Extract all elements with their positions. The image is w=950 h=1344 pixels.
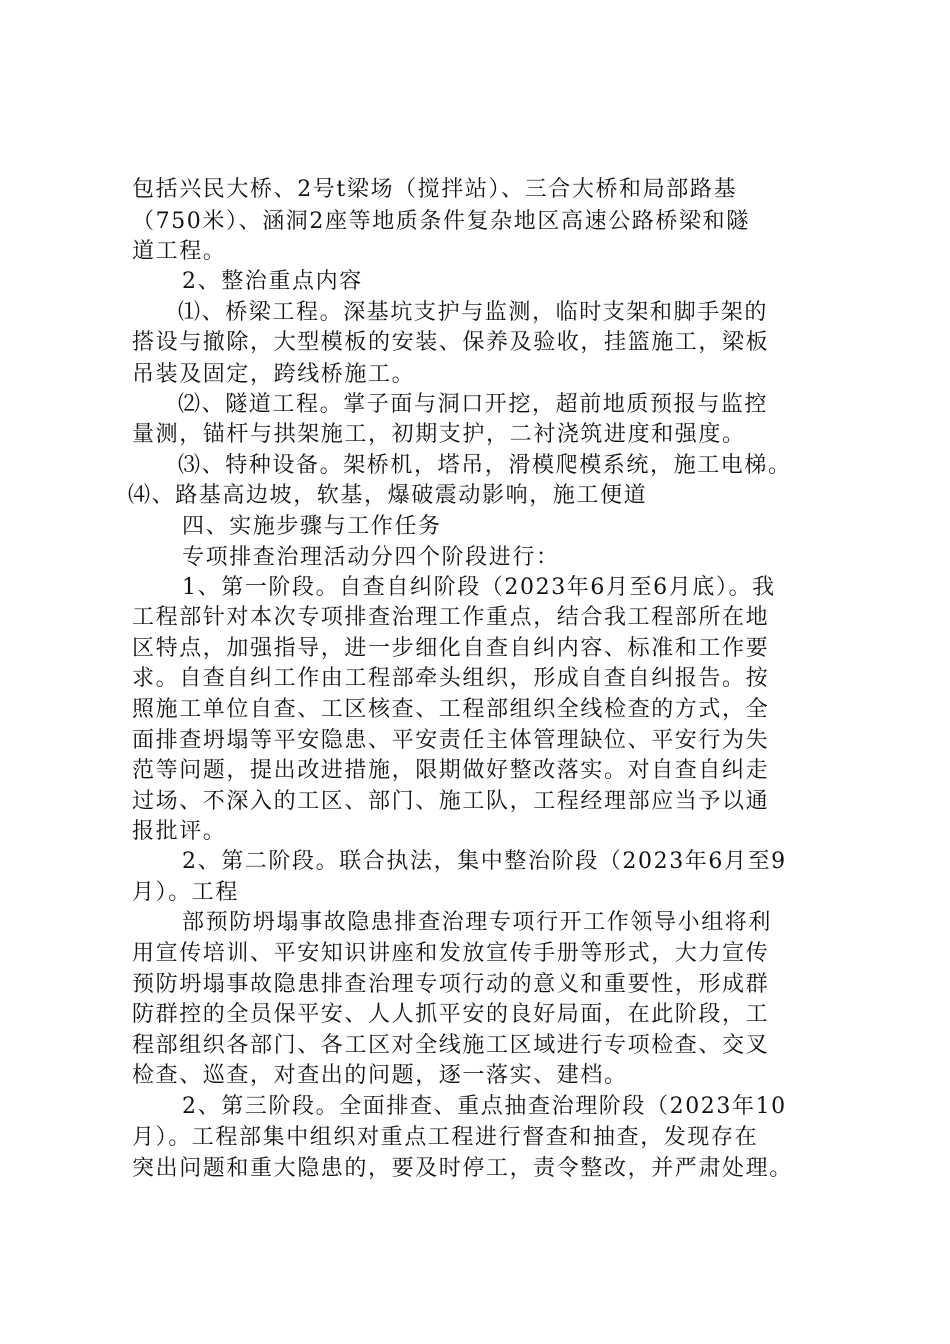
- text-line: （750米）、涵洞2座等地质条件复杂地区高速公路桥梁和隧: [132, 209, 750, 234]
- text-line: ⑴、桥梁工程。深基坑支护与监测，临时支架和脚手架的: [178, 300, 769, 325]
- text-line: 月）。工程: [132, 880, 240, 905]
- text-line: 搭设与撤除，大型模板的安装、保养及验收，挂篮施工，梁板: [132, 330, 770, 355]
- text-line: 包括兴民大桥、2号t梁场（搅拌站）、三合大桥和局部路基: [132, 177, 738, 202]
- text-line: 检查、巡查，对查出的问题，逐一落实、建档。: [132, 1063, 628, 1088]
- text-line: 程部组织各部门、各工区对全线施工区域进行专项检查、交叉: [132, 1033, 770, 1058]
- text-line: 防群控的全员保平安、人人抓平安的良好局面，在此阶段，工: [132, 1002, 770, 1027]
- text-line: 预防坍塌事故隐患排查治理专项行动的意义和重要性，形成群: [132, 972, 770, 997]
- section-heading: 四、实施步骤与工作任务: [182, 514, 442, 539]
- text-line: 报批评。: [132, 819, 227, 844]
- text-line: 求。自查自纠工作由工程部牵头组织，形成自查自纠报告。按: [132, 666, 770, 691]
- text-line: 道工程。: [132, 239, 227, 264]
- text-line: 1、第一阶段。自查自纠阶段（2023年6月至6月底）。我: [182, 575, 776, 600]
- text-line: 范等问题，提出改进措施，限期做好整改落实。对自查自纠走: [132, 758, 770, 783]
- text-line: 量测，锚杆与拱架施工，初期支护，二衬浇筑进度和强度。: [132, 422, 746, 447]
- text-line: 照施工单位自查、工区核查、工程部组织全线检查的方式，全: [132, 697, 770, 722]
- text-line: ⑷、路基高边坡，软基，爆破震动影响，施工便道: [128, 483, 648, 508]
- text-line: 部预防坍塌事故隐患排查治理专项行开工作领导小组将利: [182, 910, 773, 935]
- text-line: 过场、不深入的工区、部门、施工队，工程经理部应当予以通: [132, 789, 770, 814]
- text-line: 专项排查治理活动分四个阶段进行：: [182, 545, 560, 570]
- section-heading: 2、整治重点内容: [182, 269, 363, 294]
- text-line: 用宣传培训、平安知识讲座和发放宣传手册等形式，大力宣传: [132, 941, 770, 966]
- text-line: 2、第二阶段。联合执法，集中整治阶段（2023年6月至9: [182, 849, 787, 874]
- text-line: 区特点，加强指导，进一步细化自查自纠内容、标准和工作要: [132, 636, 770, 661]
- text-line: 吊装及固定，跨线桥施工。: [132, 362, 416, 387]
- text-line: ⑵、隧道工程。掌子面与洞口开挖，超前地质预报与监控: [178, 392, 769, 417]
- text-line: ⑶、特种设备。架桥机，塔吊，滑模爬模系统，施工电梯。: [178, 453, 792, 478]
- text-line: 2、第三阶段。全面排查、重点抽查治理阶段（2023年10: [182, 1094, 787, 1119]
- text-line: 月）。工程部集中组织对重点工程进行督查和抽查，发现存在: [132, 1125, 759, 1150]
- text-line: 工程部针对本次专项排查治理工作重点，结合我工程部所在地: [132, 605, 770, 630]
- text-line: 突出问题和重大隐患的，要及时停工，责令整改，并严肃处理。: [132, 1156, 793, 1181]
- text-line: 面排查坍塌等平安隐患、平安责任主体管理缺位、平安行为失: [132, 728, 770, 753]
